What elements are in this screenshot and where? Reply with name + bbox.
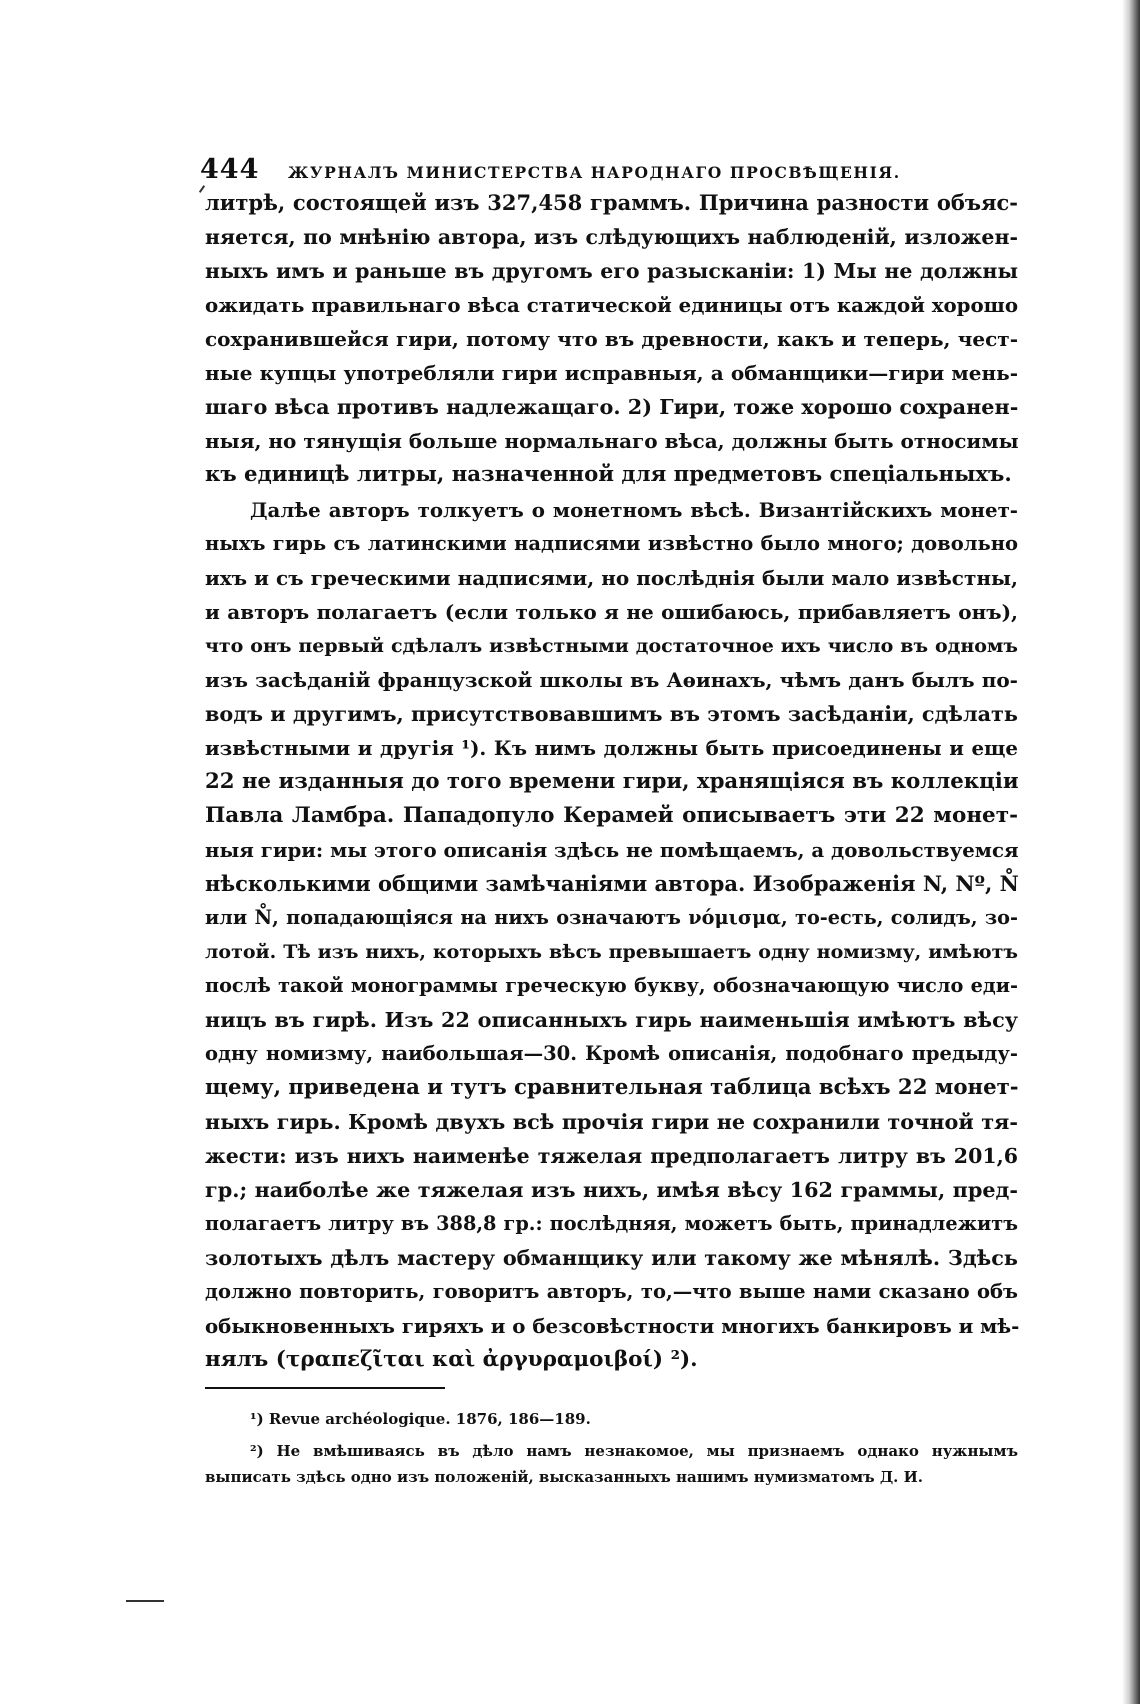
footnote: выписать здѣсь одно изъ положеній, высказанныхъ нашимъ нумизматомъ Д. И. — [205, 1468, 924, 1486]
text-line: ныя гири: мы этого описанія здѣсь не помѣщаемъ, а довольствуемся — [205, 838, 1019, 862]
text-line: ницъ въ гирѣ. Изъ 22 описанныхъ гирь наименьшія имѣютъ вѣсу — [205, 1008, 1018, 1032]
text-line: должно повторить, говоритъ авторъ, то,—что выше нами сказано объ — [205, 1280, 1018, 1303]
text-line: гр.; наиболѣе же тяжелая изъ нихъ, имѣя вѣсу 162 граммы, пред- — [205, 1178, 1018, 1202]
text-line: ихъ и съ греческими надписями, но послѣднія были мало извѣстны, — [205, 566, 1018, 590]
text-line: щему, приведена и тутъ сравнительная таблица всѣхъ 22 монет- — [205, 1075, 1019, 1100]
text-line: изъ засѣданій французской школы въ Аѳинахъ, чѣмъ данъ былъ по- — [205, 668, 1018, 692]
text-line: ныхъ гирь съ латинскими надписями извѣстно было много; довольно — [205, 532, 1018, 555]
text-line: шаго вѣса противъ надлежащаго. 2) Гири, тоже хорошо сохранен- — [205, 395, 1019, 419]
text-line: извѣстными и другія ¹). Къ нимъ должны быть присоединены и еще — [205, 736, 1018, 760]
running-title: ЖУРНАЛЪ МИНИСТЕРСТВА НАРОДНАГО ПРОСВѢЩЕНІЯ. — [288, 163, 901, 182]
text-line: или N̊, попадающіяся на нихъ означаютъ νόμισμα, то-есть, солидъ, зо- — [205, 906, 1018, 929]
text-line: няется, по мнѣнію автора, изъ слѣдующихъ наблюденій, изложен- — [205, 225, 1018, 249]
text-line: жести: изъ нихъ наименѣе тяжелая предполагаетъ литру въ 201,6 — [205, 1144, 1018, 1168]
text-line: одну номизму, наибольшая—30. Кромѣ описанія, подобнаго предыду- — [205, 1042, 1018, 1065]
text-line: ожидать правильнаго вѣса статической единицы отъ каждой хорошо — [205, 293, 1019, 317]
text-line: нялъ (τραπεζῖται καὶ ἀργυραμοιβοί) ²). — [205, 1347, 698, 1372]
page-number: 444 — [200, 154, 260, 185]
footnote: ²) Не вмѣшиваясь въ дѣло намъ незнакомое, мы признаемъ однако нужнымъ — [250, 1442, 1018, 1460]
text-line: сохранившейся гири, потому что въ древности, какъ и теперь, чест- — [205, 327, 1018, 351]
text-line: и авторъ полагаетъ (если только я не ошибаюсь, прибавляетъ онъ), — [205, 600, 1018, 624]
text-line: что онъ первый сдѣлалъ извѣстными достаточное ихъ число въ одномъ — [205, 635, 1018, 657]
text-line: къ единицѣ литры, назначенной для предметовъ спеціальныхъ. — [205, 462, 1012, 487]
text-line: золотыхъ дѣлъ мастеру обманщику или такому же мѣнялѣ. Здѣсь — [205, 1246, 1018, 1270]
text-line: водъ и другимъ, присутствовавшимъ въ этомъ засѣданіи, сдѣлать — [205, 702, 1018, 726]
margin-dash — [126, 1600, 164, 1602]
text-line: лотой. Тѣ изъ нихъ, которыхъ вѣсъ превышаетъ одну номизму, имѣютъ — [205, 941, 1018, 963]
text-line: полагаетъ литру въ 388,8 гр.: послѣдняя, можетъ быть, принадлежитъ — [205, 1212, 1018, 1235]
text-line: послѣ такой монограммы греческую букву, обозначающую число еди- — [205, 974, 1018, 997]
text-line: обыкновенныхъ гиряхъ и о безсовѣстности многихъ банкировъ и мѣ- — [205, 1314, 1020, 1338]
text-line: 22 не изданныя до того времени гири, хранящіяся въ коллекціи — [205, 769, 1019, 794]
text-line: нѣсколькими общими замѣчаніями автора. Изображенія N, Nº, N̊ — [205, 871, 1019, 896]
text-line: ныхъ гирь. Кромѣ двухъ всѣ прочія гири не сохранили точной тя- — [205, 1110, 1018, 1134]
page-edge-shadow — [1122, 0, 1140, 1704]
text-line: Павла Ламбра. Пападопуло Керамей описываетъ эти 22 монет- — [205, 803, 1018, 828]
footnote-rule — [205, 1387, 445, 1389]
text-line: Далѣе авторъ толкуетъ о монетномъ вѣсѣ. Византійскихъ монет- — [250, 498, 1018, 522]
footnote: ¹) Revue archéologique. 1876, 186—189. — [250, 1410, 591, 1428]
text-line: литрѣ, состоящей изъ 327,458 граммъ. Причина разности объяс- — [205, 190, 1018, 215]
text-line: ныхъ имъ и раньше въ другомъ его разысканіи: 1) Мы не должны — [205, 259, 1018, 283]
page-header — [200, 154, 960, 185]
text-line: ные купцы употребляли гири исправныя, а обманщики—гири мень- — [205, 361, 1018, 385]
text-line: ныя, но тянущія больше нормальнаго вѣса, должны быть относимы — [205, 429, 1019, 453]
